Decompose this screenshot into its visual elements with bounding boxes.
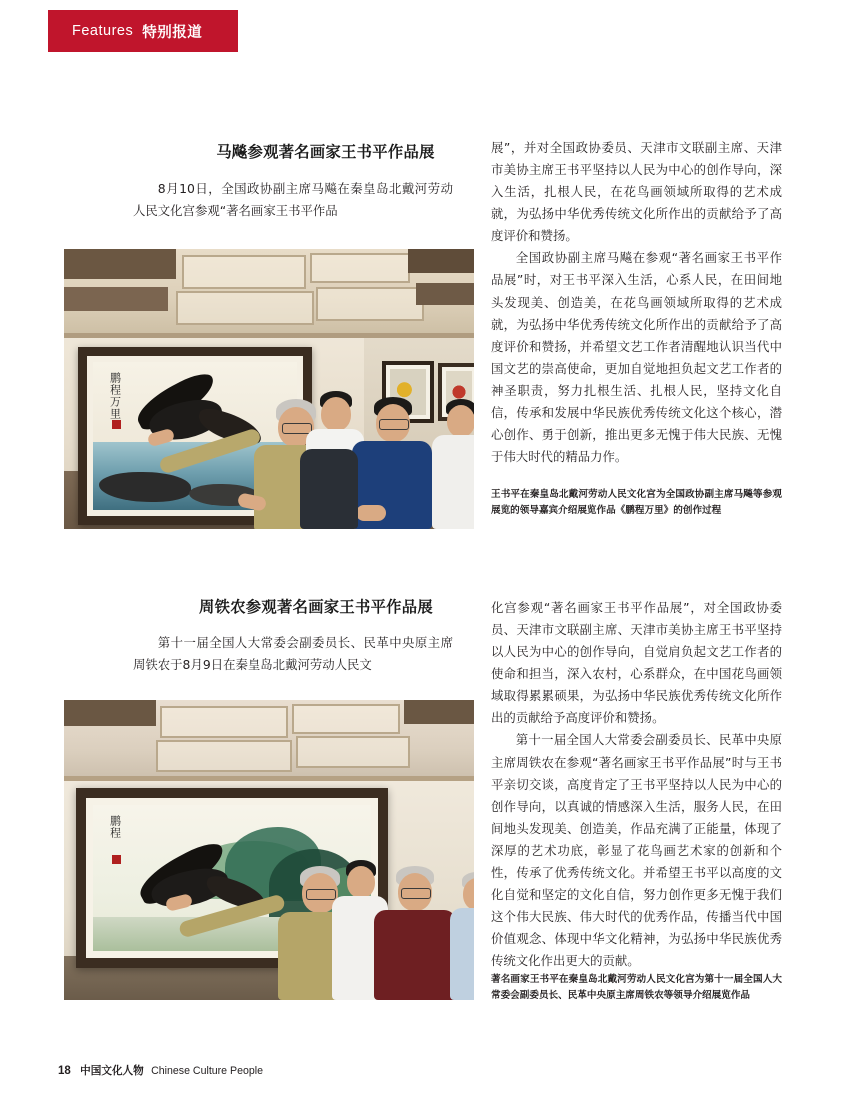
article-2-title: 周铁农参观著名画家王书平作品展 <box>199 598 433 616</box>
article-1-title: 马飚参观著名画家王书平作品展 <box>216 143 435 161</box>
page-footer <box>58 1063 263 1078</box>
painting-inscription: 鹏程万里 <box>108 372 122 420</box>
section-header-badge <box>48 10 238 52</box>
article-2-left-paragraph-1: 第十一届全国人大常委会副委员长、民革中央原主席周铁农于8月9日在秦皇岛北戴河劳动人民文 <box>133 635 453 673</box>
publication-name-chinese: 中国文化人物 <box>80 1065 144 1077</box>
person-attendee-3 <box>450 872 474 1000</box>
ceiling-panel <box>310 253 410 283</box>
person-attendee-4 <box>300 449 364 529</box>
article-1-right-paragraph-2: 全国政协副主席马飚在参观“著名画家王书平作品展”时，对王书平深入生活，心系人民，在田间地头发现美、创造美，在花鸟画领域所取得的艺术成就，为弘扬中华优秀传统文化所作出的贡献给予了高度评价和赞扬，并希望文艺工作者清醒地认识当代中国文艺的崇高使命，更加自觉地担负起文艺工作者的神圣职责，努力扎根生活、扎根人民，坚持文化自信，传承和发展中华民族优秀传统文化这个核心，潜心创作、勇于创新，推出更多无愧于伟大民族、无愧于伟大时代的精品力作。 <box>491 250 782 465</box>
ceiling-beam <box>408 249 474 273</box>
ceiling-panel <box>296 736 410 768</box>
ceiling-edge <box>64 776 474 781</box>
ceiling-panel <box>176 291 314 325</box>
section-header-chinese: 特别报道 <box>142 24 203 41</box>
article-2-photo-caption: 著名画家王书平在秦皇岛北戴河劳动人民文化宫为第十一届全国人大常委会副委员长、民革中央原主席周铁农等领导介绍展览作品 <box>491 974 782 1001</box>
person-glasses <box>379 419 409 430</box>
article-2-title-block <box>178 595 454 617</box>
ceiling-panel <box>160 706 288 738</box>
article-1-right-column <box>491 137 782 468</box>
article-2-photo <box>64 700 474 1000</box>
article-2-right-column <box>491 597 782 972</box>
person-head <box>447 405 474 437</box>
article-1-photo-caption: 王书平在秦皇岛北戴河劳动人民文化宫为全国政协副主席马飚等参观展览的领导嘉宾介绍展览作品《鹏程万里》的创作过程 <box>491 489 782 516</box>
painting-inscription: 鹏程 <box>108 815 122 839</box>
article-1-title-block <box>198 140 453 162</box>
person-glasses <box>401 888 431 899</box>
article-1-left-paragraph-1: 8月10日，全国政协副主席马飚在秦皇岛北戴河劳动人民文化宫参观“著名画家王书平作品 <box>133 181 453 219</box>
ceiling-beam <box>64 700 156 726</box>
article-2-left-column <box>133 632 453 676</box>
ceiling-beam <box>64 249 176 279</box>
person-torso <box>432 435 474 529</box>
article-2-right-paragraph-1: 化宫参观“著名画家王书平作品展”，对全国政协委员、天津市文联副主席、天津市美协主席王书平坚持以人民为中心的创作导向，自觉肩负起文艺工作者的使命和担当，深入农村，心系群众，在中国花鸟画领域取得累累硕果，为弘扬中华民族优秀传统文化所作出的贡献给予高度评价和赞扬。 <box>491 600 782 726</box>
person-torso <box>374 910 456 1000</box>
page-number: 18 <box>58 1065 71 1077</box>
person-torso <box>300 449 358 529</box>
ceiling-beam <box>416 283 474 305</box>
section-header-english: Features <box>72 23 134 39</box>
person-attendee-3 <box>432 399 474 529</box>
person-torso <box>450 908 474 1000</box>
publication-name-english: Chinese Culture People <box>151 1065 264 1077</box>
article-2-right-paragraph-2: 第十一届全国人大常委会副委员长、民革中央原主席周铁农在参观“著名画家王书平作品展”时与王书平亲切交谈，高度肯定了王书平坚持以人民为中心的创作导向，以真诚的情感深入生活，服务人民，在田间地头发现美、创造美，作品充满了正能量，体现了深厚的艺术功底，彰显了花鸟画艺术家的创新和个性，传承了优秀传统文化。并希望王书平以高度的文化自觉和坚定的文化自信，努力创作更多无愧于我们这个伟大民族、伟大时代的优秀作品，传播当代中国价值观念、体现中华文化精神，为弘扬中华民族优秀传统文化作出更大的贡献。 <box>491 732 782 969</box>
article-1-left-column <box>133 178 453 222</box>
article-1-right-paragraph-1: 展”，并对全国政协委员、天津市文联副主席、天津市美协主席王书平坚持以人民为中心的创作导向，深入生活，扎根人民，在花鸟画领域所取得的艺术成就，为弘扬中华优秀传统文化所作出的贡献给予了高度评价和赞扬。 <box>491 140 782 244</box>
ceiling-beam <box>64 287 168 311</box>
ceiling-panel <box>292 704 400 734</box>
article-1-photo <box>64 249 474 529</box>
ceiling-beam <box>404 700 474 724</box>
ceiling-panel <box>316 287 424 321</box>
painting-seal <box>112 855 121 864</box>
person-attendee-2 <box>370 866 462 1000</box>
ceiling-panel <box>156 740 292 772</box>
ceiling-panel <box>182 255 306 289</box>
person-head <box>321 397 351 431</box>
ceiling-edge <box>64 333 474 338</box>
painting-seal <box>112 420 121 429</box>
